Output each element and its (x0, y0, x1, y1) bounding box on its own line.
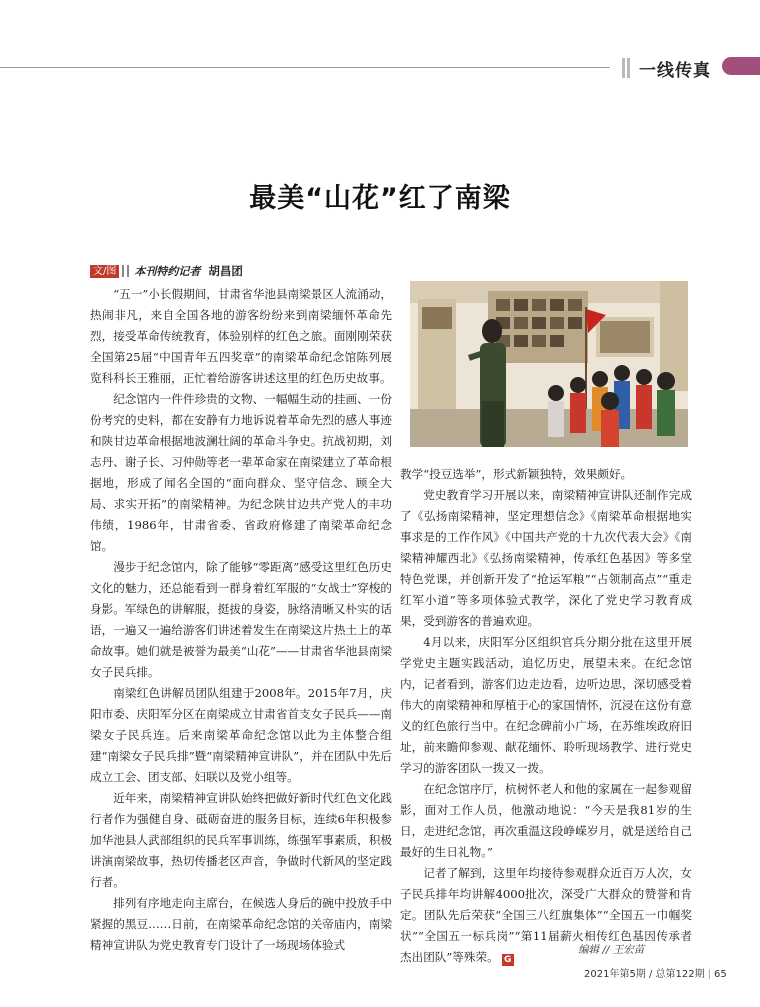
article-column-left (90, 284, 392, 956)
paragraph: 近年来，南梁精神宣讲队始终把做好新时代红色文化践行者作为强健自身、砥砺奋进的服务目标，连续6年积极参加华池县人武部组织的民兵军事训练，练强军事素质，积极讲演南梁故事，热切传播老区声音，争做时代新风的坚定践行者。 (90, 791, 392, 889)
paragraph: 在纪念馆序厅，杭树怀老人和他的家属在一起参观留影，面对工作人员，他激动地说：“今天是我81岁的生日，走进纪念馆，再次重温这段峥嵘岁月，就是送给自己最好的生日礼物。” (400, 782, 692, 859)
byline-divider-icon (122, 265, 129, 277)
section-tab (722, 57, 760, 75)
footer-divider: | (707, 969, 711, 980)
paragraph-continuation: 教学“投豆选举”，形式新颖独特，效果颇好。 (400, 467, 633, 481)
paragraph: 排列有序地走向主席台，在候选人身后的碗中投放手中紧握的黑豆……日前，在南梁革命纪念馆的关帝庙内，南梁精神宣讲队为党史教育专门设计了一场现场体验式 (90, 896, 392, 952)
article-photo (410, 281, 688, 447)
byline-role: 本刊特约记者 (134, 265, 201, 278)
final-paragraph-text: 记者了解到，这里年均接待参观群众近百万人次，女子民兵排年均讲解4000批次，深受广大群众的赞誉和肯定。团队先后荣获“全国三八红旗集体”“全国五一巾帼奖状”“全国五一标兵岗”“第11届薪火相传红色基因传承者杰出团队”等殊荣。 (400, 866, 692, 964)
header-rule (0, 67, 610, 68)
paragraph: 纪念馆内一件件珍贵的文物、一幅幅生动的挂画、一份份考究的史料，都在安静有力地诉说着革命先烈的感人事迹和陕甘边革命根据地波澜壮阔的革命斗争史。抗战初期，刘志丹、谢子长、习仲勋等老一辈革命家在南梁建立了革命根据地，形成了闻名全国的“面向群众、坚守信念、顾全大局、求实开拓”的南梁精神。为纪念陕甘边共产党人的丰功伟绩，1986年，甘肃省委、省政府修建了南梁革命纪念馆。 (90, 392, 392, 553)
paragraph: “五一”小长假期间，甘肃省华池县南梁景区人流涌动，热闹非凡，来自全国各地的游客纷纷来到南梁缅怀革命先烈，接受革命传统教育，体验别样的红色之旅。面刚刚荣获全国第25届“中国青年五四奖章”的南梁革命纪念馆陈列展览科科长王雅丽，正忙着给游客讲述这里的红色历史故事。 (90, 287, 392, 385)
editor-credit: 编辑 // 王宏苗 (578, 944, 645, 956)
article-column-right (400, 464, 692, 968)
paragraph: 南梁红色讲解员团队组建于2008年。2015年7月，庆阳市委、庆阳军分区在南梁成立甘肃省首支女子民兵——南梁女子民兵连。后来南梁革命纪念馆以此为主体整合组建“南梁女子民兵排”暨“南梁精神宣讲队”，并在团队中先后成立工会、团支部、妇联以及党小组等。 (90, 686, 392, 784)
byline-tag: 文/图 (90, 265, 119, 278)
paragraph: 漫步于纪念馆内，除了能够“零距离”感受这里红色历史文化的魅力，还总能看到一群身着红军服的“女战士”穿梭的身影。军绿色的讲解服，挺拔的身姿，脉络清晰又朴实的话语，一遍又一遍给游客们讲述着发生在南梁这片热土上的革命故事。她们就是被誉为最美“山花”——甘肃省华池县南梁女子民兵排。 (90, 560, 392, 679)
issue-info: 2021年第5期 / 总第122期 (584, 969, 705, 980)
paragraph: 党史教育学习开展以来，南梁精神宣讲队还制作完成了《弘扬南梁精神，坚定理想信念》《南梁革命根据地实事求是的工作作风》《中国共产党的十九次代表大会》《南梁精神耀西北》《弘扬南梁精神，传承红色基因》等多堂特色党课，并创新开发了“抢运军粮”“占领制高点”“重走红军小道”等多项体验式教学，深化了党史学习教育成果，受到游客的普遍欢迎。 (400, 488, 692, 628)
article-title: 最美“山花”红了南梁 (249, 183, 511, 214)
end-mark-icon: G (502, 954, 514, 966)
section-label: 一线传真 (639, 61, 711, 81)
paragraph: 4月以来，庆阳军分区组织官兵分期分批在这里开展学党史主题实践活动，追忆历史，展望未来。在纪念馆内，记者看到，游客们边走边看，边听边思，深切感受着伟大的南梁精神和厚植于心的家国情怀，沉浸在这份有意义的红色旅行当中。在纪念碑前小广场，在苏维埃政府旧址，前来瞻仰参观、献花缅怀、聆听现场教学、进行党史学习的游客团队一拨又一拨。 (400, 635, 692, 775)
page-number: 65 (714, 969, 727, 980)
photo-illustration (410, 281, 688, 447)
paragraph-final (400, 863, 692, 968)
section-divider-icon (622, 58, 632, 78)
page-footer (584, 965, 727, 980)
byline-author: 胡昌团 (208, 264, 243, 278)
byline (90, 264, 243, 278)
